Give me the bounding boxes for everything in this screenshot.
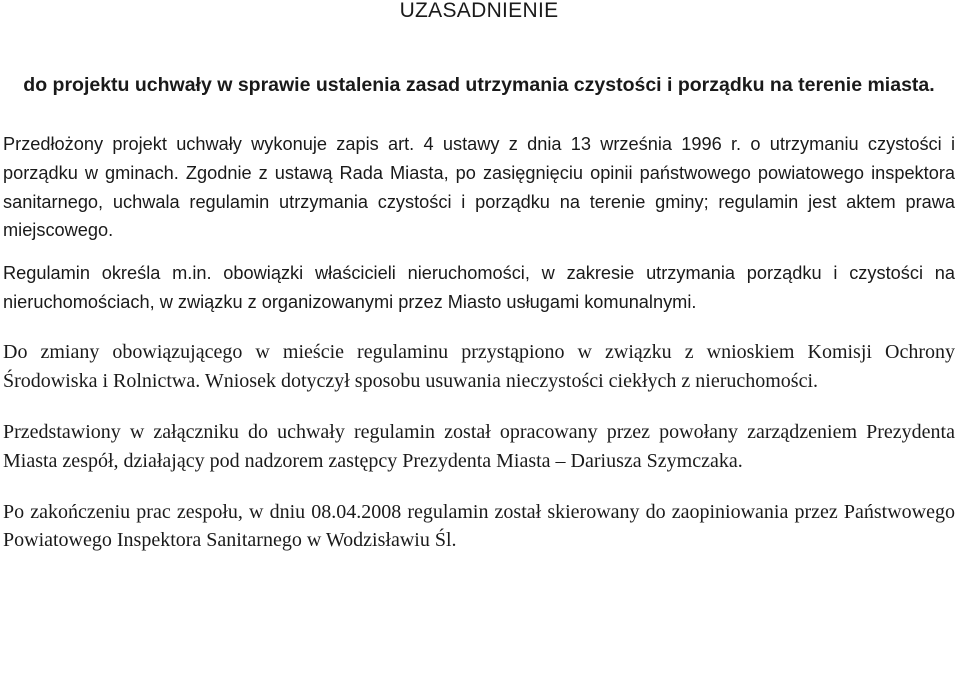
paragraph-legal-basis-rest: Zgodnie z ustawą Rada Miasta, po zasięgnięciu opinii państwowego powiatowego inspektora sanitarnego, uchwala regulamin utrzymania czystości i porządku na terenie gminy; regulamin jest aktem prawa miejscowego. (3, 162, 955, 241)
paragraph-legal-basis (3, 130, 955, 245)
paragraph-regulation-scope: Regulamin określa m.in. obowiązki właścicieli nieruchomości, w zakresie utrzymania porządku i czystości na nieruchomościach, w związku z organizowanymi przez Miasto usługami komunalnymi. (3, 263, 955, 312)
paragraph-legal-basis-lead: Przedłożony projekt uchwały wykonuje zapis art. 4 ustawy z dnia 13 września 1996 r. o utrzymaniu czystości i porządku w gminach. (3, 134, 955, 183)
paragraph-consultation: Po zakończeniu prac zespołu, w dniu 08.04.2008 regulamin został skierowany do zaopiniowania przez Państwowego Powiatowego Inspektora Sanitarnego w Wodzisławiu Śl. (3, 500, 955, 552)
paragraph-change-reason: Do zmiany obowiązującego w mieście regulaminu przystąpiono w związku z wnioskiem Komisji Ochrony Środowiska i Rolnictwa. Wniosek dotyczył sposobu usuwania nieczystości ciekłych z nieruchomości. (3, 341, 955, 393)
document-title: UZASADNIENIE (399, 0, 559, 22)
paragraph-preparation: Przedstawiony w załączniku do uchwały regulamin został opracowany przez powołany zarządzeniem Prezydenta Miasta zespół, działający pod nadzorem zastępcy Prezydenta Miasta – Dariusza Szymczaka. (3, 420, 955, 472)
document-subtitle: do projektu uchwały w sprawie ustalenia zasad utrzymania czystości i porządku na terenie miasta. (23, 74, 935, 96)
document-page (3, 0, 955, 555)
